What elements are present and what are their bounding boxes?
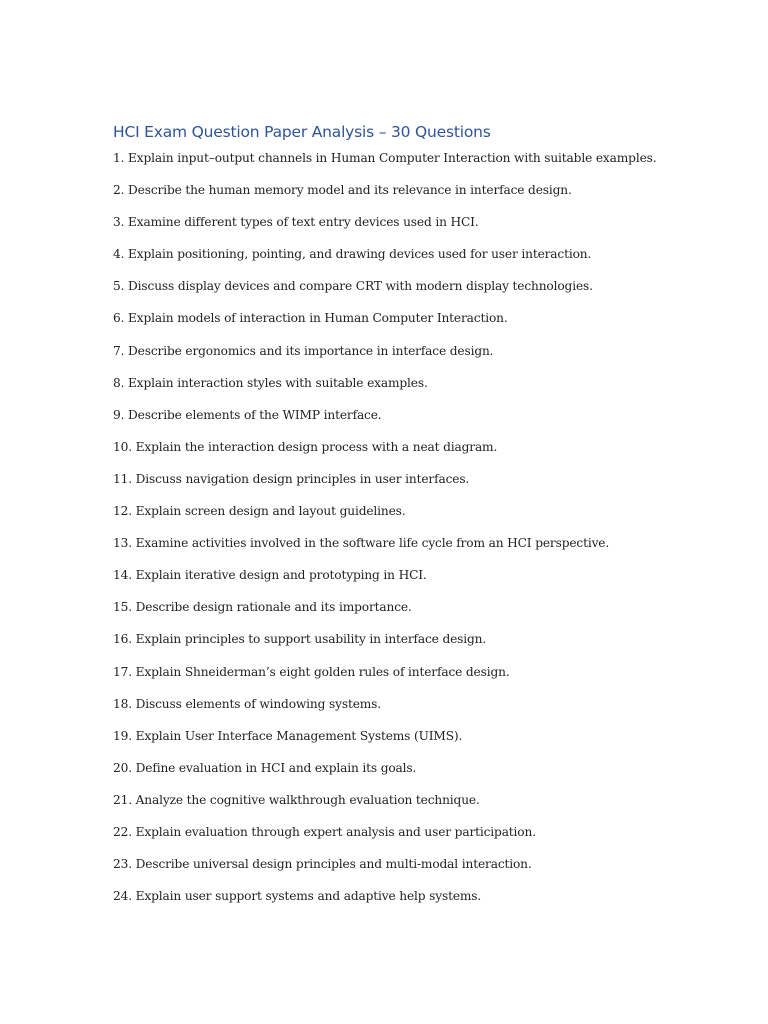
question-item: 19. Explain User Interface Management Systems (UIMS). — [113, 728, 463, 743]
question-item: 24. Explain user support systems and adaptive help systems. — [113, 889, 482, 904]
question-item: 5. Discuss display devices and compare CRT with modern display technologies. — [113, 279, 593, 294]
question-item: 9. Describe elements of the WIMP interface. — [113, 407, 382, 422]
question-item: 8. Explain interaction styles with suitable examples. — [113, 375, 428, 390]
document-title: HCI Exam Question Paper Analysis – 30 Questions — [113, 123, 491, 141]
question-item: 3. Examine different types of text entry devices used in HCI. — [113, 215, 479, 230]
question-item: 14. Explain iterative design and prototyping in HCI. — [113, 568, 427, 583]
question-item: 23. Describe universal design principles and multi-modal interaction. — [113, 857, 532, 872]
question-item: 16. Explain principles to support usability in interface design. — [113, 632, 487, 647]
question-item: 2. Describe the human memory model and its relevance in interface design. — [113, 183, 572, 198]
question-item: 10. Explain the interaction design process with a neat diagram. — [113, 439, 498, 454]
question-item: 15. Describe design rationale and its importance. — [113, 600, 412, 615]
question-item: 12. Explain screen design and layout guidelines. — [113, 504, 406, 519]
question-item: 11. Discuss navigation design principles in user interfaces. — [113, 471, 470, 486]
question-item: 20. Define evaluation in HCI and explain its goals. — [113, 760, 417, 775]
question-item: 17. Explain Shneiderman’s eight golden rules of interface design. — [113, 664, 510, 679]
question-list — [113, 149, 656, 919]
question-item: 7. Describe ergonomics and its importance in interface design. — [113, 343, 494, 358]
question-item: 1. Explain input–output channels in Human Computer Interaction with suitable examples. — [113, 151, 657, 165]
question-item: 21. Analyze the cognitive walkthrough evaluation technique. — [113, 792, 480, 807]
question-item: 13. Examine activities involved in the software life cycle from an HCI perspective. — [113, 536, 610, 551]
question-item: 4. Explain positioning, pointing, and drawing devices used for user interaction. — [113, 247, 592, 262]
question-item: 18. Discuss elements of windowing systems. — [113, 696, 381, 711]
question-item: 6. Explain models of interaction in Human Computer Interaction. — [113, 311, 508, 326]
question-item: 22. Explain evaluation through expert analysis and user participation. — [113, 824, 536, 839]
